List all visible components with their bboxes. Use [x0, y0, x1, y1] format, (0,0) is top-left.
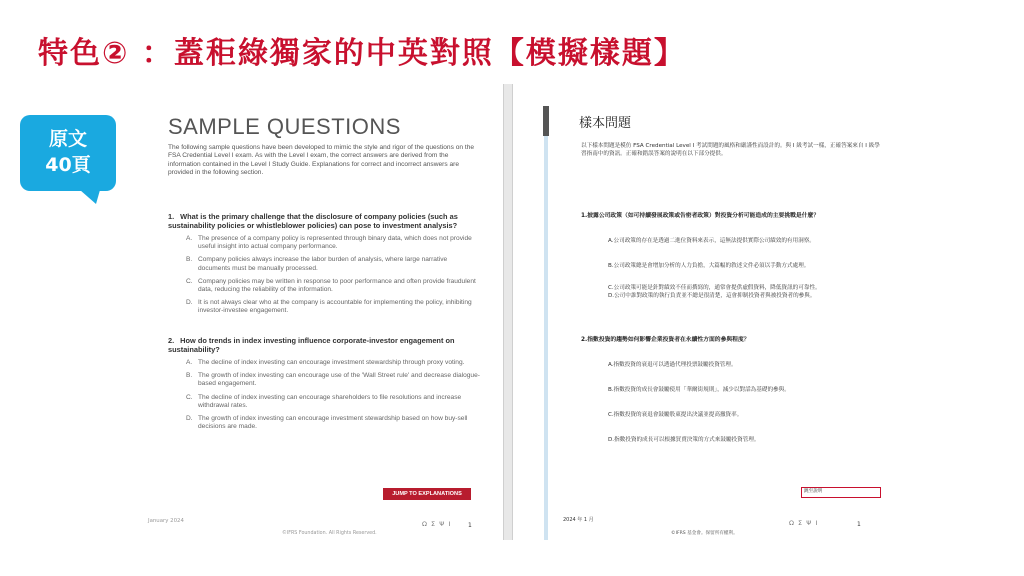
- footer-logo: Ω Σ Ψ Ι: [789, 519, 819, 527]
- footer-date: January 2024: [148, 518, 184, 524]
- chinese-question-2: [581, 336, 881, 444]
- answer-option: B. Company policies always increase the labor burden of analysis, where large narrative documents must be manually processed.: [186, 256, 448, 272]
- answer-option: C. Company policies may be written in response to poor performance and often provide fraudulent data, reducing the reliability of the information.: [186, 277, 476, 294]
- scrollbar-track[interactable]: [544, 136, 548, 540]
- footer-logo: Ω Σ Ψ Ι: [422, 520, 452, 528]
- answer-option: D.公司中誰對政策的執行負責並不總是很清楚，這會抑制投資者與被投資者的參與。: [608, 293, 816, 299]
- scrollbar-thumb[interactable]: [543, 106, 549, 136]
- answer-option: A. The presence of a company policy is represented through binary data, which does not provide useful insight into actual company performance.: [186, 235, 472, 251]
- page-number: 1: [857, 521, 861, 528]
- jump-to-explanations-button[interactable]: 跳至說明: [801, 487, 881, 498]
- english-intro: The following sample questions have been developed to mimic the style and rigor of the questions on the FSA Credential Level I exam. As with the Level I exam, the correct answers are derived from the information contained in the Level I Study Guide. Explanations for correct and incorrect answers are provided in the following section.: [168, 144, 475, 177]
- answer-option: A.公司政策的存在是透過二進位資料來表示，這無法提供實際公司績效的有用洞察。: [608, 238, 815, 244]
- answer-option: C. The decline of index investing can encourage shareholders to file resolutions and increase withdrawal rates.: [186, 393, 462, 409]
- english-question-1: [168, 212, 480, 316]
- answer-option: D. The growth of index investing can encourage investment stewardship based on how buy-sell decisions are made.: [186, 415, 468, 431]
- page-number: 1: [468, 522, 472, 529]
- answer-option: B. The growth of index investing can encourage use of the 'Wall Street rule' and decrease dialogue-based engagement.: [186, 372, 480, 388]
- badge-page-count: 40頁: [45, 154, 91, 176]
- chinese-translation-page: [512, 84, 898, 540]
- answer-option: C.指數投資的衰退會鼓勵股東提出決議並提高撤資率。: [608, 412, 743, 418]
- document-comparison-view: [130, 84, 898, 540]
- answer-option: B.公司政策總是會增加分析的人力負擔，大篇幅的敘述文件必須以手動方式處理。: [608, 263, 810, 269]
- english-question-2: [168, 336, 480, 431]
- answer-option: B.指數投資的成長會鼓勵使用「華爾街規則」，減少以對話為基礎的參與。: [608, 387, 790, 393]
- chinese-heading: 樣本問題: [579, 116, 632, 131]
- english-original-page: [130, 84, 504, 540]
- slide-title: 特色② ：蓋秬綠獨家的中英對照【模擬樣題】: [38, 36, 686, 71]
- english-heading: SAMPLE QUESTIONS: [168, 114, 401, 139]
- chinese-intro: 以下樣本問題是模仿 FSA Credential Level I 考試問題的風格和嚴謹性而設計的。與 I 級考試一樣，正確答案來自 I 級學習指南中的資訊。正確和錯誤答案的說明在以下部分提供。: [581, 143, 880, 157]
- answer-option: C.公司政策可能是針對績效不佳而撰寫的，通常會提供虛假資料，降低資訊的可靠性。: [608, 285, 821, 291]
- page-count-badge: [20, 115, 116, 191]
- footer-copyright: ©IFRS 基金會。保留所有權利。: [671, 531, 738, 536]
- question-stem: 1. What is the primary challenge that the disclosure of company policies (such as sustainability policies or whistleblower policies) can pose to investment analysis?: [168, 212, 458, 230]
- answer-option: A. The decline of index investing can encourage investment stewardship through proxy voting.: [186, 359, 465, 366]
- answer-option: D.指數投資的成長可以根據買賣決策的方式來鼓勵投資管理。: [608, 437, 760, 443]
- footer-date: 2024 年 1 月: [563, 517, 594, 523]
- answer-option: A.指數投資的衰退可以透過代理投票鼓勵投資管理。: [608, 362, 737, 368]
- chinese-question-1: [581, 212, 881, 300]
- question-stem: 2.指數投資的趨勢如何影響企業投資者在永續性方面的參與程度？: [581, 337, 750, 343]
- question-stem: 2. How do trends in index investing influence corporate-investor engagement on sustainability?: [168, 336, 455, 354]
- question-stem: 1.披露公司政策（如可持續發展政策或告密者政策）對投資分析可能造成的主要挑戰是什麼？: [581, 213, 820, 219]
- answer-option: D. It is not always clear who at the company is accountable for implementing the policy, inhibiting investor-investee engagement.: [186, 299, 472, 315]
- jump-to-explanations-button[interactable]: JUMP TO EXPLANATIONS: [383, 488, 471, 500]
- footer-copyright: ©IFRS Foundation. All Rights Reserved.: [282, 531, 377, 536]
- badge-label: 原文: [48, 128, 87, 150]
